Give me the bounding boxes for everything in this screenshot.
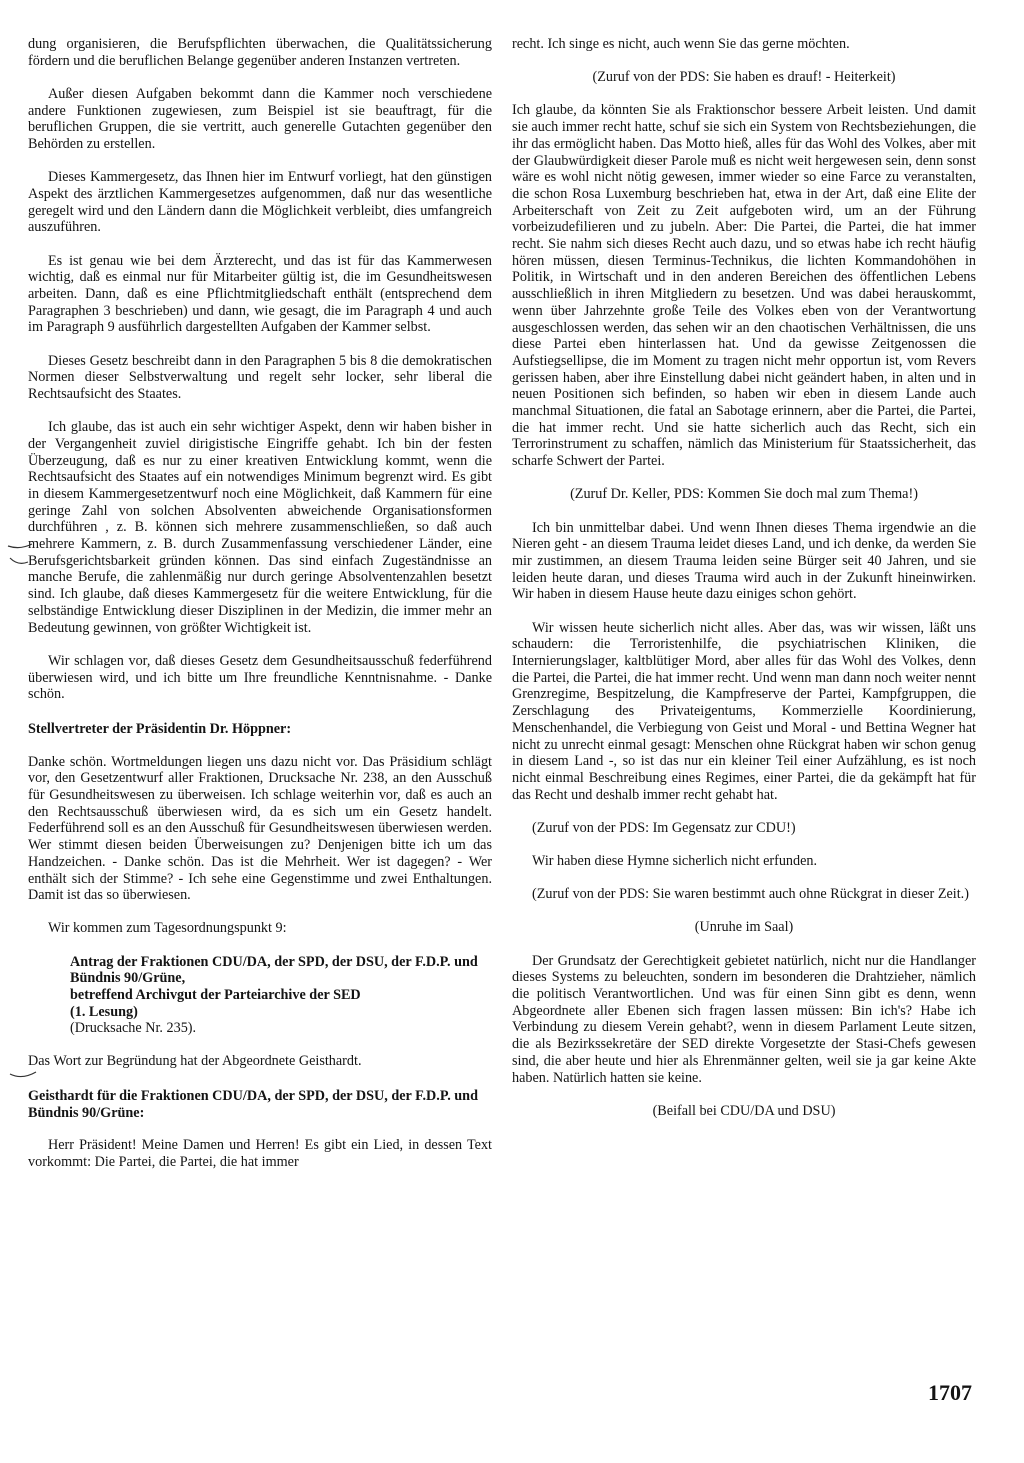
interjection: (Zuruf von der PDS: Sie haben es drauf! - Heiterkeit)	[592, 69, 896, 86]
margin-pen-mark	[6, 536, 46, 576]
paragraph: Der Grundsatz der Gerechtigkeit gebietet natürlich, nicht nur die Handlanger dieses Systems zu beleuchten, sondern im besonderen die Drahtzieher, nämlich die politisch Verantwortlichen. Und was für einen Sinn gibt es denn, wenn Abgeordnete aller Ebenen sich fragen lassen müssen: Bin ich's? Habe ich Verbindung zu diesem Verein gehabt?, wenn in diesem Parlament Leute sitzen, die als Bezirkssekretäre der SED direkte Vorgesetzte der Stasi-Chefs gewesen sind, die aber heute und hier als Ehrenmänner gelten, weil sie ja gar keine Akte haben. Natürlich hatten sie keine.	[512, 952, 976, 1086]
page-number: 1707	[928, 1380, 972, 1405]
right-column	[512, 36, 976, 1136]
agenda-printed-matter: (Drucksache Nr. 235).	[70, 1020, 197, 1037]
interjection: (Beifall bei CDU/DA und DSU)	[652, 1102, 836, 1119]
paragraph: Dieses Kammergesetz, das Ihnen hier im Entwurf vorliegt, hat den günstigen Aspekt des ärztlichen Kammergesetzes aufgenommen, daß nur das wesentliche geregelt wird und den Ländern dann die Möglichkeit verbleibt, dies umfangreich auszuführen.	[28, 169, 492, 236]
agenda-item	[70, 954, 492, 1038]
paragraph: Es ist genau wie bei dem Ärzterecht, und das ist für das Kammerwesen wichtig, daß es einmal nur für Mitarbeiter gültig ist, die im Gesundheitswesen arbeiten. Dann, daß es eine Pflichtmitgliedschaft enthält (entsprechend dem Paragraphen 3 beschrieben) und dann, wie gesagt, die im Paragraph 4 und auch im Paragraph 9 ausführlich dargestellten Aufgaben der Kammer selbst.	[28, 252, 492, 336]
paragraph: Danke schön. Wortmeldungen liegen uns dazu nicht vor. Das Präsidium schlägt vor, den Gesetzentwurf aller Fraktionen, Drucksache Nr. 238, an den Ausschuß für Gesundheitswesen zu überweisen. Ich schlage weiterhin vor, daß es auch an den Rechtsausschuß überwiesen wird, da es sich um ein Gesetz handelt. Federführend soll es an den Ausschuß für Gesundheitswesen überwiesen werden. Wer stimmt diesen beiden Überweisungen zu? Denjenigen bitte ich um das Handzeichen. - Danke schön. Das ist die Mehrheit. Wer ist dagegen? - Wer enthält sich der Stimme? - Ich sehe eine Gegenstimme und zwei Enthaltungen. Damit ist das so überwiesen.	[28, 753, 492, 904]
paragraph: Wir wissen heute sicherlich nicht alles. Aber das, was wir wissen, läßt uns schaudern: die Terroristenhilfe, die psychiatrischen Kliniken, die Internierungslager, kaltblütiger Mord, aber alles für das Wohl des Volkes, denn die Partei, die Partei, die hat immer recht. Und wenn man dann noch weiter nennt Grenzregime, Bespitzelung, die Kampfreserve der Partei, Kampfgruppen, die Zerschlagung des Privateigentums, Kommerzielle Koordinierung, Menschenhandel, die Verbiegung von Geist und Moral - und Bettina Wegner hat nicht zu unrecht einmal gesagt: Menschen ohne Rückgrat haben wir schon genug in diesem Land -, so ist das nur ein kleiner Teil einer Aufzählung, es ist noch nicht einmal Beschreibung eines Regimes, einer Partei, die da gekämpft hat für das Recht und deshalb immer recht gehabt hat.	[512, 619, 976, 803]
agenda-subject: betreffend Archivgut der Parteiarchive der SED	[70, 987, 361, 1004]
paragraph: Ich glaube, da könnten Sie als Fraktionschor bessere Arbeit leisten. Und damit sie auch immer recht hatte, schuf sie sich ein System von Rechtsbeziehungen, die ihr das ermöglicht haben. Das Motto hieß, alles für das Wohl des Volkes, aber mit der Glaubwürdigkeit dieser Parole muß es nicht weit hergewesen sein, denn sonst wäre es wohl nicht nötig gewesen, immer wieder so eine Farce zu veranstalten, die schon Rosa Luxemburg beschrieben hat, etwa in der Art, daß eine Elite der Arbeiterschaft von Zeit zu Zeit aufgeboten wird, um an der Führung vorbeizudefilieren und zu jubeln. Aber: Die Partei, die Partei, die hat immer recht. Sie nahm sich dieses Recht auch dazu, und so etwas habe ich recht häufig hören müssen, diesen Terminus-Technikus, die lichten Kommandohöhen in Politik, in Wirtschaft und in den anderen Bereichen des öffentlichen Lebens ausschließlich in ihren Mitgliedern zu besetzen. Und was dabei herauskommt, wenn über Jahrzehnte große Teile des Volkes eben von der Verantwortung ausgeschlossen werden, das sehen wir an den chaotischen Verhältnissen, die uns diese Partei eben hinterlassen hat. Und da gewisse Zeitgenossen die Aufstiegsellipse, die im Moment zu tragen nicht mehr opportun ist, vom Revers gerissen haben, aber ihre Einstellung dabei nicht geändert haben, in alten und in neuen Positionen sich befinden, so haben wir eben in diesem Lande auch manchmal Situationen, die fatal an Sabotage erinnern, aber die Partei, die Partei, die hat immer recht. Und sie hatte sicherlich auch das Recht, sich ein Terrorinstrument zu schaffen, nämlich das Ministerium für Staatssicherheit, das scharfe Schwert der Partei.	[512, 102, 976, 470]
paragraph: Wir kommen zum Tagesordnungspunkt 9:	[48, 920, 287, 937]
paragraph: Ich bin unmittelbar dabei. Und wenn Ihnen dieses Thema irgendwie an die Nieren geht - an diesem Trauma leidet dieses Land, und ich denke, da werden Sie mir zustimmen, an diesem Trauma leiden seine Bürger seit 40 Jahren, und sie leiden heute daran, und dieses Trauma wird auch in der Zukunft hineinwirken. Wir haben in diesem Hause heute dazu einiges schon gehört.	[512, 519, 976, 603]
speaker-heading: Stellvertreter der Präsidentin Dr. Höppner:	[28, 720, 292, 737]
paragraph: Dieses Gesetz beschreibt dann in den Paragraphen 5 bis 8 die demokratischen Normen dieser Selbstverwaltung und regelt sehr locker, sehr liberal die Rechtsaufsicht des Staates.	[28, 352, 492, 402]
paragraph: Das Wort zur Begründung hat der Abgeordnete Geisthardt.	[28, 1053, 362, 1070]
interjection: (Zuruf Dr. Keller, PDS: Kommen Sie doch mal zum Thema!)	[570, 486, 918, 503]
paragraph: Außer diesen Aufgaben bekommt dann die Kammer noch verschiedene andere Funktionen zugewiesen, zum Beispiel ist sie beauftragt, für die beruflichen Gruppen, die sie vertritt, auch generelle Gutachten gegenüber den Behörden zu erstellen.	[28, 85, 492, 153]
paragraph: Herr Präsident! Meine Damen und Herren! Es gibt ein Lied, in dessen Text vorkommt: Die Partei, die Partei, die hat immer	[28, 1137, 492, 1170]
interjection: (Unruhe im Saal)	[694, 919, 794, 936]
interjection: (Zuruf von der PDS: Sie waren bestimmt auch ohne Rückgrat in dieser Zeit.)	[532, 886, 969, 903]
margin-pen-mark	[6, 1060, 46, 1090]
paragraph: dung organisieren, die Berufspflichten überwachen, die Qualitätssicherung fördern und die beruflichen Belange gegenüber anderen Instanzen vertreten.	[28, 36, 492, 69]
paragraph: recht. Ich singe es nicht, auch wenn Sie das gerne möchten.	[512, 36, 850, 52]
agenda-reading: (1. Lesung)	[70, 1003, 138, 1020]
paragraph: Wir schlagen vor, daß dieses Gesetz dem Gesundheitsausschuß federführend überwiesen wird, und ich bitte um Ihre freundliche Kenntnisnahme. - Danke schön.	[28, 652, 492, 703]
left-column	[28, 36, 492, 1187]
speaker-heading: Geisthardt für die Fraktionen CDU/DA, der SPD, der DSU, der F.D.P. und Bündnis 90/Grüne:	[28, 1087, 478, 1121]
interjection: (Zuruf von der PDS: Im Gegensatz zur CDU!)	[532, 819, 796, 836]
paragraph: Wir haben diese Hymne sicherlich nicht erfunden.	[532, 853, 818, 870]
paragraph: Ich glaube, das ist auch ein sehr wichtiger Aspekt, denn wir haben bisher in der Vergangenheit zuviel dirigistische Eingriffe gehabt. Ich bin der festen Überzeugung, daß es nur zu einer kreativen Entwicklung kommt, wenn die Rechtsaufsicht des Staates auf ein notwendiges Minimum begrenzt wird. Es gibt in diesem Kammergesetzentwurf noch eine Möglichkeit, daß Kammern für eine geringe Zahl von solchen Absolventen abweichende Organisationsformen durchführen , z. B. können sich mehrere zusammenschließen, so daß auch mehrere Kammern, z. B. durch Zusammenfassung verschiedener Länder, eine Berufsgerichtsbarkeit gründen können. Das sind einfach Zugeständnisse an manche Berufe, die zahlenmäßig nur durch geringe Absolventenzahlen besetzt sind. Ich glaube, daß dieses Kammergesetz für die weitere Entwicklung, für die selbständige Entwicklung dieser Disziplinen in der Medizin, die immer mehr an Bedeutung gewinnen, von größter Wichtigkeit ist.	[28, 419, 492, 636]
agenda-motion: Antrag der Fraktionen CDU/DA, der SPD, der DSU, der F.D.P. und Bündnis 90/Grüne,	[70, 953, 478, 987]
